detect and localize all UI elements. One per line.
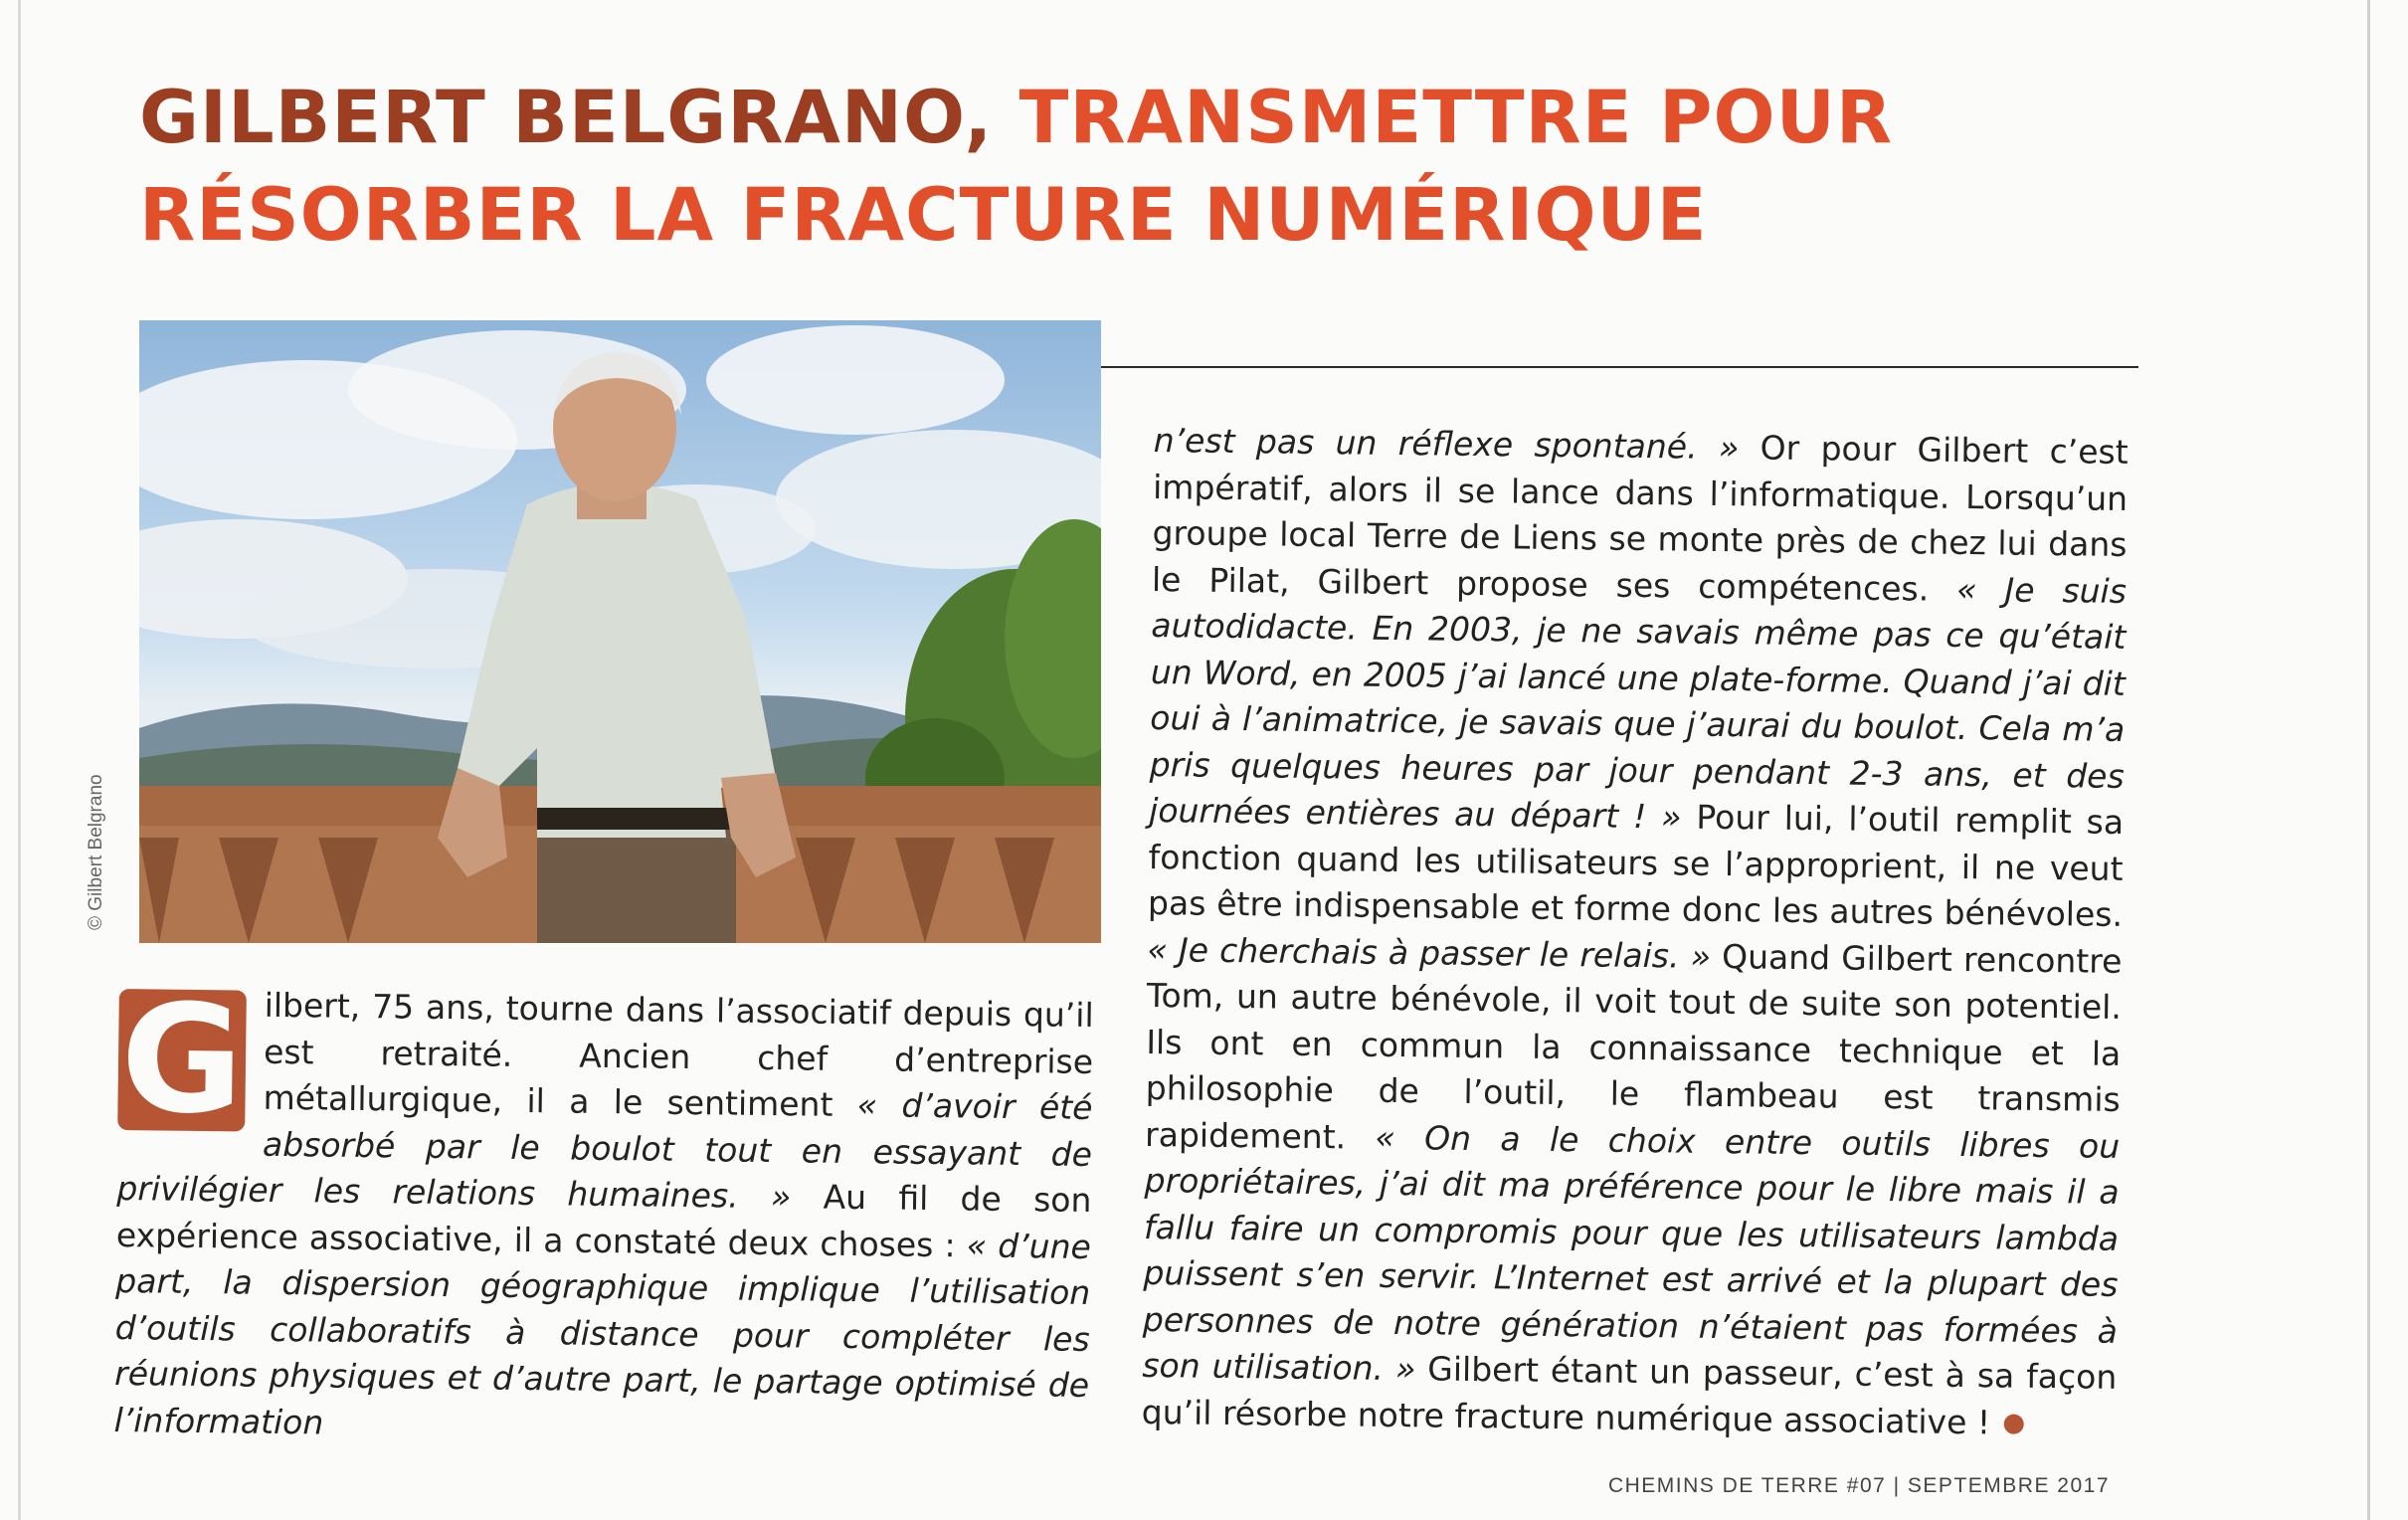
body-text: Au fil de son expérience associative, il a constaté deux choses : <box>115 1177 1092 1264</box>
quote-text: « Je cherchais à passer le relais. » <box>1147 929 1712 976</box>
headline-subtitle: TRANSMETTRE POUR RÉSORBER LA FRACTURE NUMÉRIQUE <box>139 76 1894 258</box>
page-edge-right <box>2367 0 2370 1520</box>
article-paragraph-left <box>113 973 1094 1455</box>
page-edge-left <box>18 0 21 1520</box>
end-of-article-dot-icon <box>2004 1415 2024 1434</box>
body-text: Gilbert étant un passeur, c’est à sa façon qu’il résorbe notre fracture numérique associative ! <box>1141 1349 2118 1441</box>
body-text: Pour lui, l’outil remplit sa fonction quand les utilisateurs se l’approprient, il ne veut pas être indispensable et forme donc les autres bénévoles. <box>1147 797 2125 934</box>
body-text: ilbert, 75 ans, tourne dans l’associatif depuis qu’il est retraité. Ancien chef d’entreprise métallurgique, il a le sentiment <box>263 985 1094 1125</box>
photo-illustration <box>139 320 1101 943</box>
article-headline <box>139 70 1930 265</box>
quote-text: « d’avoir été absorbé par le boulot tout en essayant de privilégier les relations humaines. » <box>116 1085 1093 1217</box>
body-text: Or pour Gilbert c’est impératif, alors il se lance dans l’informatique. Lorsqu’un groupe local Terre de Liens se monte près de chez lui dans le Pilat, Gilbert propose ses compétences. <box>1151 428 2129 609</box>
portrait-photo <box>139 320 1101 943</box>
article-paragraph-right <box>1142 418 2129 1447</box>
body-text: Quand Gilbert rencontre Tom, un autre bénévole, il voit tout de suite son potentiel. Ils ont en commun la connaissance technique et la philosophie de l’outil, le flambeau est transmis rapidement. <box>1144 936 2123 1157</box>
quote-text: « Je suis autodidacte. En 2003, je ne savais même pas ce qu’était un Word, en 2005 j’ai lancé une plate-forme. Quand j’ai dit oui à l’animatrice, je savais que j’aurai du boulot. Cela m’a pris quelques heures par jour pendant 2-3 ans, et des journées entières au départ ! » <box>1148 569 2128 837</box>
article-column-left <box>113 973 1094 1455</box>
quote-text: « d’une part, la dispersion géographique implique l’utilisation d’outils collaboratifs à distance pour compléter les réunions physiques et d’autre part, le partage optimisé de l’information <box>113 1225 1092 1442</box>
article-column-right <box>1142 418 2129 1447</box>
drop-cap: G <box>117 989 247 1132</box>
headline-name: GILBERT BELGRANO, <box>139 76 994 160</box>
publication-footer: CHEMINS DE TERRE #07 | SEPTEMBRE 2017 <box>1607 1474 2110 1497</box>
quote-text: « On a le choix entre outils libres ou propriétaires, j’ai dit ma préférence pour le libre mais il a fallu faire un compromis pour que les utilisateurs lambda puissent s’en servir. L’Internet est arrivé et la plupart des personnes de notre génération n’étaient pas formées à son utilisation. » <box>1142 1117 2121 1389</box>
quote-text: n’est pas un réflexe spontané. » <box>1153 420 1740 468</box>
photo-credit: © Gilbert Belgrano <box>86 774 106 930</box>
